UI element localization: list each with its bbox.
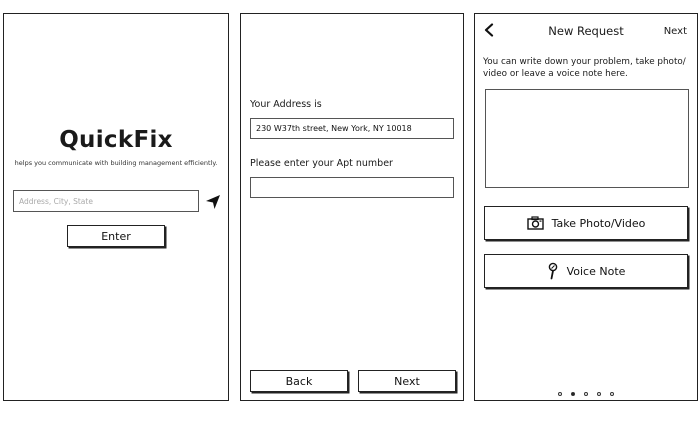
pagination-dot[interactable] [597,392,601,396]
app-tagline: helps you communicate with building management efficiently. [14,159,218,167]
apt-label: Please enter your Apt number [250,158,393,169]
back-button-label: Back [285,374,313,388]
enter-button-label: Enter [101,229,131,243]
problem-text-area[interactable] [485,89,689,188]
pagination-dots [475,392,697,396]
apt-number-field[interactable] [250,177,454,198]
welcome-screen [3,13,229,401]
camera-icon [527,216,544,230]
back-button[interactable] [250,370,348,392]
pagination-dot[interactable] [571,392,575,396]
microphone-icon [547,262,559,280]
navigation-arrow-icon[interactable] [205,194,221,210]
address-label: Your Address is [250,99,322,110]
next-button[interactable] [358,370,456,392]
new-request-screen [474,13,698,401]
pagination-dot[interactable] [558,392,562,396]
address-confirm-screen [240,13,464,401]
nav-next-link[interactable]: Next [663,26,687,37]
chevron-left-icon[interactable] [483,23,495,37]
next-button-label: Next [394,374,420,388]
request-description: You can write down your problem, take photo/ video or leave a voice note here. [483,57,686,79]
address-search-input[interactable] [13,190,199,212]
take-photo-label: Take Photo/Video [551,216,646,230]
page-title: New Request [548,24,624,38]
voice-note-button[interactable] [484,254,688,288]
pagination-dot[interactable] [610,392,614,396]
pagination-dot[interactable] [584,392,588,396]
take-photo-button[interactable] [484,206,688,240]
enter-button[interactable] [67,225,165,247]
app-title: QuickFix [59,127,173,153]
address-field[interactable] [250,118,454,139]
voice-note-label: Voice Note [566,264,626,278]
